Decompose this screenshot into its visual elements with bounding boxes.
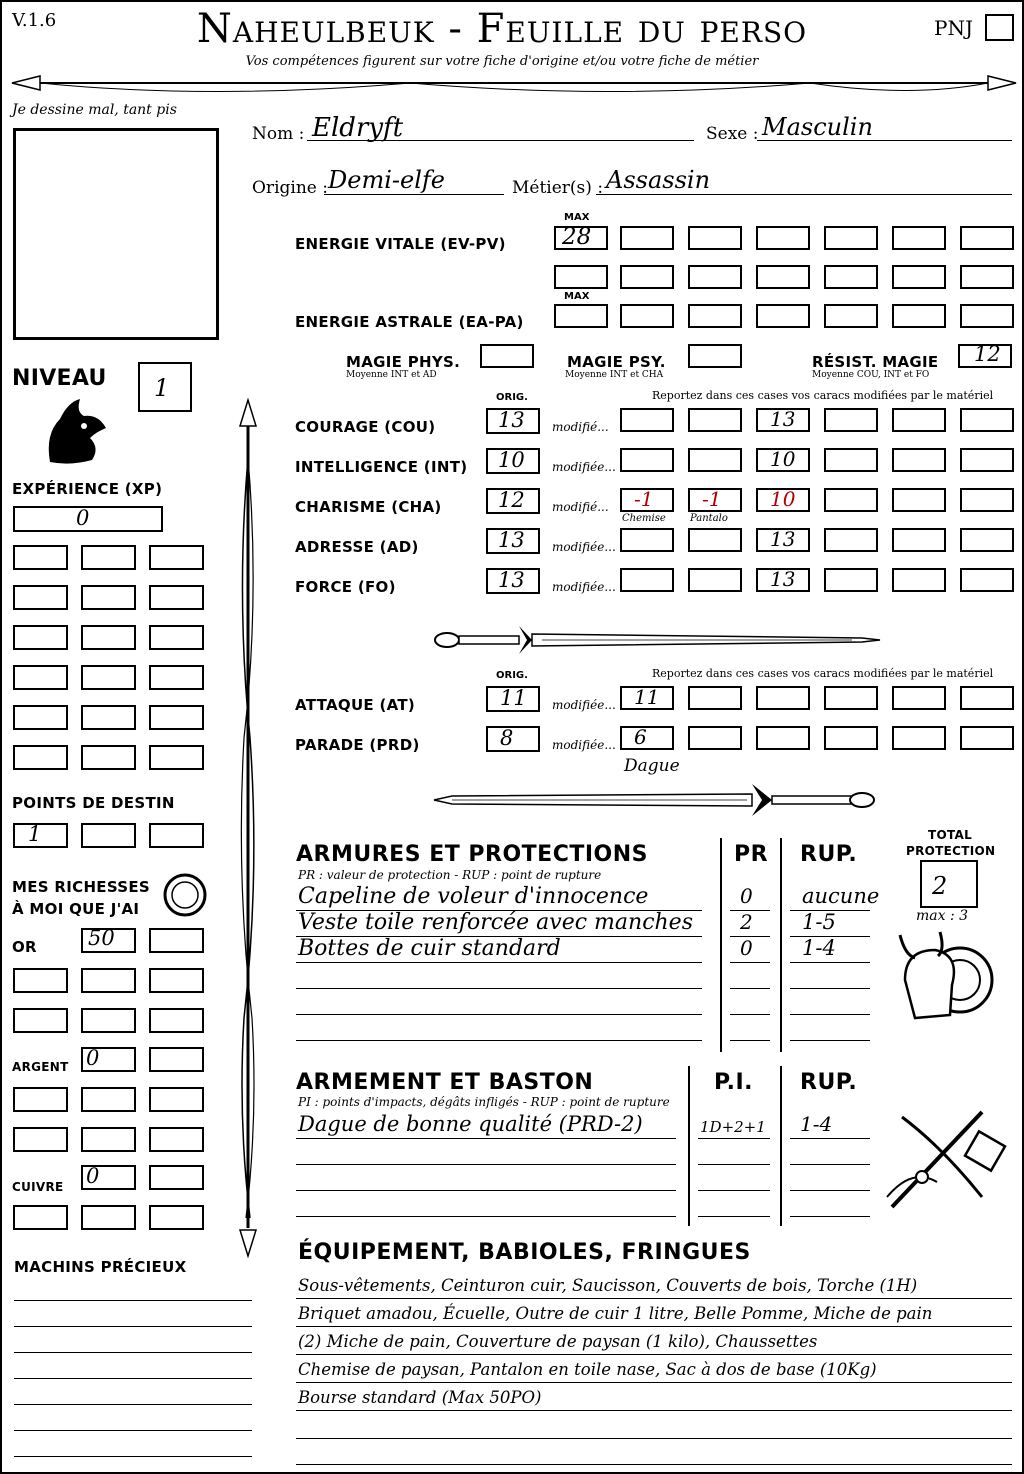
armure-pr-1[interactable]: 2 bbox=[740, 910, 753, 934]
destin-cell-1[interactable] bbox=[81, 823, 136, 848]
armure-name-2[interactable]: Bottes de cuir standard bbox=[298, 936, 561, 961]
combat-cell-0-4[interactable] bbox=[892, 686, 946, 710]
combat-modif-label-1: modifiée... bbox=[552, 738, 616, 752]
stat-cell-value-3-2: 13 bbox=[770, 527, 796, 551]
arme-pi-0[interactable]: 1D+2+1 bbox=[700, 1118, 766, 1136]
weapons-icon bbox=[882, 1097, 1007, 1217]
stat-cell-0-4[interactable] bbox=[892, 408, 946, 432]
or-value: 50 bbox=[88, 926, 115, 950]
money-cell-7[interactable] bbox=[149, 1008, 204, 1033]
pnj-label: PNJ bbox=[934, 16, 973, 40]
ev-label: ENERGIE VITALE (EV-PV) bbox=[295, 235, 506, 253]
energy-cell-r0-c3[interactable] bbox=[824, 226, 878, 250]
armure-pr-0[interactable]: 0 bbox=[740, 884, 753, 908]
nom-field[interactable]: Eldryft bbox=[312, 113, 404, 143]
machins-line-6[interactable] bbox=[14, 1456, 252, 1457]
stat-label-4: FORCE (FO) bbox=[295, 578, 396, 596]
experience-label: EXPÉRIENCE (XP) bbox=[12, 480, 163, 498]
stat-cell-0-5[interactable] bbox=[960, 408, 1014, 432]
money-cell-12[interactable] bbox=[149, 1087, 204, 1112]
equip-text-2[interactable]: (2) Miche de pain, Couverture de paysan (1 kilo), Chaussettes bbox=[298, 1332, 818, 1351]
xp-cell-1-2[interactable] bbox=[149, 585, 204, 610]
stat-cell-1-5[interactable] bbox=[960, 448, 1014, 472]
armures-title: ARMURES ET PROTECTIONS bbox=[296, 842, 648, 867]
energy-cell-r1-c2[interactable] bbox=[756, 265, 810, 289]
stat-cell-value-4-2: 13 bbox=[770, 567, 796, 591]
magie-phys-label: MAGIE PHYS. bbox=[346, 353, 461, 371]
combat-cell-0-1[interactable] bbox=[688, 686, 742, 710]
stat-cell-2-5[interactable] bbox=[960, 488, 1014, 512]
equip-line-6 bbox=[296, 1464, 1012, 1465]
xp-cell-4-2[interactable] bbox=[149, 705, 204, 730]
argent-value: 0 bbox=[86, 1046, 100, 1070]
equip-line-0 bbox=[296, 1298, 1012, 1299]
money-cell-2[interactable] bbox=[13, 968, 68, 993]
xp-cell-4-0[interactable] bbox=[13, 705, 68, 730]
armure-rup-2[interactable]: 1-4 bbox=[802, 936, 836, 960]
combat-orig-value-0: 11 bbox=[500, 686, 527, 710]
equip-text-4[interactable]: Bourse standard (Max 50PO) bbox=[298, 1388, 542, 1407]
xp-cell-3-2[interactable] bbox=[149, 665, 204, 690]
argent-label: ARGENT bbox=[12, 1060, 69, 1074]
money-cell-11[interactable] bbox=[81, 1087, 136, 1112]
stat-orig-value-1: 10 bbox=[498, 448, 525, 472]
energy-cell-r0-c5[interactable] bbox=[960, 226, 1014, 250]
stat-modif-label-0: modifié... bbox=[552, 420, 609, 434]
cuivre-label: CUIVRE bbox=[12, 1180, 64, 1194]
arme-line-pi-2 bbox=[698, 1190, 770, 1191]
xp-cell-1-1[interactable] bbox=[81, 585, 136, 610]
stat-cell-1-4[interactable] bbox=[892, 448, 946, 472]
armure-line-pr-5 bbox=[730, 1040, 770, 1041]
arme-line-name-3 bbox=[296, 1216, 676, 1217]
money-cell-9[interactable] bbox=[149, 1047, 204, 1072]
xp-cell-2-2[interactable] bbox=[149, 625, 204, 650]
stat-cell-3-3[interactable] bbox=[824, 528, 878, 552]
xp-cell-5-1[interactable] bbox=[81, 745, 136, 770]
report-note-combat: Reportez dans ces cases vos caracs modifiées par le matériel bbox=[652, 667, 994, 680]
armure-pr-2[interactable]: 0 bbox=[740, 936, 753, 960]
dragon-icon bbox=[40, 394, 110, 466]
stat-cell-value-0-2: 13 bbox=[770, 407, 796, 431]
stat-cell-value-1-2: 10 bbox=[770, 447, 796, 471]
arme-line-rup-1 bbox=[790, 1164, 870, 1165]
stat-cell-1-3[interactable] bbox=[824, 448, 878, 472]
energy-cell-r1-c5[interactable] bbox=[960, 265, 1014, 289]
arme-line-rup-0 bbox=[790, 1138, 870, 1139]
resist-magie-note: Moyenne COU, INT et FO bbox=[812, 370, 930, 380]
stat-cell-4-0[interactable] bbox=[620, 568, 674, 592]
stat-cell-4-5[interactable] bbox=[960, 568, 1014, 592]
equip-line-3 bbox=[296, 1382, 1012, 1383]
metier-field[interactable]: Assassin bbox=[606, 166, 711, 194]
destin-label: POINTS DE DESTIN bbox=[12, 794, 175, 812]
armure-rup-0[interactable]: aucune bbox=[802, 884, 880, 908]
magie-psy-box[interactable] bbox=[688, 344, 742, 368]
armure-line-rup-4 bbox=[790, 1014, 870, 1015]
xp-cell-0-2[interactable] bbox=[149, 545, 204, 570]
equip-line-2 bbox=[296, 1354, 1012, 1355]
armure-line-name-5 bbox=[296, 1040, 702, 1041]
money-cell-1[interactable] bbox=[149, 928, 204, 953]
machins-line-5[interactable] bbox=[14, 1430, 252, 1431]
stat-label-3: ADRESSE (AD) bbox=[295, 538, 419, 556]
stat-modif-label-1: modifiée... bbox=[552, 460, 616, 474]
energy-cell-r2-c3[interactable] bbox=[824, 304, 878, 328]
money-cell-5[interactable] bbox=[13, 1008, 68, 1033]
magie-phys-box[interactable] bbox=[480, 344, 534, 368]
page-subtitle: Vos compétences figurent sur votre fiche d'origine et/ou votre fiche de métier bbox=[245, 54, 759, 69]
xp-cell-0-0[interactable] bbox=[13, 545, 68, 570]
xp-cell-2-1[interactable] bbox=[81, 625, 136, 650]
magie-phys-note: Moyenne INT et AD bbox=[346, 370, 437, 380]
energy-cell-r2-c4[interactable] bbox=[892, 304, 946, 328]
arme-line-name-0 bbox=[296, 1138, 676, 1139]
xp-cell-4-1[interactable] bbox=[81, 705, 136, 730]
max-note: max : 3 bbox=[916, 908, 969, 924]
combat-cell-1-2[interactable] bbox=[756, 726, 810, 750]
report-note: Reportez dans ces cases vos caracs modifiées par le matériel bbox=[652, 389, 994, 402]
armure-line-pr-3 bbox=[730, 988, 770, 989]
money-cell-15[interactable] bbox=[149, 1127, 204, 1152]
vertical-spear-icon bbox=[230, 398, 266, 1258]
protection-label: PROTECTION bbox=[906, 844, 996, 858]
richesses-label-1: MES RICHESSES bbox=[12, 878, 151, 896]
equip-text-3[interactable]: Chemise de paysan, Pantalon en toile nase, Sac à dos de base (10Kg) bbox=[298, 1360, 877, 1379]
total-label: TOTAL bbox=[928, 828, 973, 842]
energy-cell-r0-c1[interactable] bbox=[688, 226, 742, 250]
armure-name-0[interactable]: Capeline de voleur d'innocence bbox=[298, 884, 649, 909]
xp-cell-5-0[interactable] bbox=[13, 745, 68, 770]
stat-cell-0-3[interactable] bbox=[824, 408, 878, 432]
spear-divider-icon bbox=[10, 68, 1018, 98]
machins-line-4[interactable] bbox=[14, 1404, 252, 1405]
equip-line-1 bbox=[296, 1326, 1012, 1327]
xp-cell-3-1[interactable] bbox=[81, 665, 136, 690]
stat-cell-4-4[interactable] bbox=[892, 568, 946, 592]
sword-icon bbox=[432, 620, 882, 660]
armure-line-pr-4 bbox=[730, 1014, 770, 1015]
pi-header: P.I. bbox=[714, 1070, 753, 1095]
arme-name-0[interactable]: Dague de bonne qualité (PRD-2) bbox=[298, 1112, 643, 1136]
machins-line-0[interactable] bbox=[14, 1300, 252, 1301]
combat-cell-0-5[interactable] bbox=[960, 686, 1014, 710]
orig-label: ORIG. bbox=[496, 392, 528, 403]
cuivre-value: 0 bbox=[86, 1164, 100, 1188]
energy-cell-r0-c2[interactable] bbox=[756, 226, 810, 250]
equip-text-0[interactable]: Sous-vêtements, Ceinturon cuir, Saucisson, Couverts de bois, Torche (1H) bbox=[298, 1276, 918, 1295]
ev-max-value: 28 bbox=[562, 224, 592, 250]
stat-cell-1-0[interactable] bbox=[620, 448, 674, 472]
pr-header: PR bbox=[734, 842, 769, 867]
combat-label-1: PARADE (PRD) bbox=[295, 736, 420, 754]
niveau-value: 1 bbox=[154, 374, 170, 402]
ev-max-label: MAX bbox=[564, 212, 590, 223]
armure-line-rup-3 bbox=[790, 988, 870, 989]
money-cell-4[interactable] bbox=[149, 968, 204, 993]
combat-cell-1-5[interactable] bbox=[960, 726, 1014, 750]
armure-name-1[interactable]: Veste toile renforcée avec manches bbox=[298, 910, 693, 935]
energy-cell-r2-c0[interactable] bbox=[620, 304, 674, 328]
stat-cell-3-1[interactable] bbox=[688, 528, 742, 552]
armement-rup-header: RUP. bbox=[800, 1070, 858, 1095]
stat-orig-value-2: 12 bbox=[498, 488, 525, 512]
stat-cell-value-2-2: 10 bbox=[770, 487, 796, 511]
money-cell-13[interactable] bbox=[13, 1127, 68, 1152]
stat-cell-3-4[interactable] bbox=[892, 528, 946, 552]
ea-max-box[interactable] bbox=[554, 304, 608, 328]
money-cell-14[interactable] bbox=[81, 1127, 136, 1152]
energy-cell-r2-c2[interactable] bbox=[756, 304, 810, 328]
helmet-shield-icon bbox=[890, 930, 1000, 1030]
stat-cell-3-0[interactable] bbox=[620, 528, 674, 552]
total-protection-box[interactable] bbox=[920, 860, 978, 908]
money-cell-17[interactable] bbox=[149, 1165, 204, 1190]
origine-field[interactable]: Demi-elfe bbox=[328, 166, 445, 194]
money-cell-20[interactable] bbox=[149, 1205, 204, 1230]
xp-cell-2-0[interactable] bbox=[13, 625, 68, 650]
equip-text-1[interactable]: Briquet amadou, Écuelle, Outre de cuir 1 litre, Belle Pomme, Miche de pain bbox=[298, 1304, 933, 1323]
ea-label: ENERGIE ASTRALE (EA-PA) bbox=[295, 313, 524, 331]
machins-line-2[interactable] bbox=[14, 1352, 252, 1353]
orig-label-combat: ORIG. bbox=[496, 670, 528, 681]
equip-line-4 bbox=[296, 1410, 1012, 1411]
stat-orig-value-4: 13 bbox=[498, 568, 525, 592]
stat-cell-note-2-1: Pantalo bbox=[690, 513, 728, 524]
resist-magie-label: RÉSIST. MAGIE bbox=[812, 353, 939, 371]
combat-label-0: ATTAQUE (AT) bbox=[295, 696, 416, 714]
arme-line-pi-3 bbox=[698, 1216, 770, 1217]
arme-line-pi-0 bbox=[698, 1138, 770, 1139]
stat-cell-0-0[interactable] bbox=[620, 408, 674, 432]
version-label: V.1.6 bbox=[12, 10, 57, 31]
arme-line-name-1 bbox=[296, 1164, 676, 1165]
energy-cell-r2-c5[interactable] bbox=[960, 304, 1014, 328]
equip-line-5 bbox=[296, 1438, 1012, 1439]
combat-cell-0-3[interactable] bbox=[824, 686, 878, 710]
armure-line-pr-2 bbox=[730, 962, 770, 963]
experience-value: 0 bbox=[76, 506, 90, 530]
stat-cell-0-1[interactable] bbox=[688, 408, 742, 432]
stat-modif-label-2: modifié... bbox=[552, 500, 609, 514]
stat-orig-value-0: 13 bbox=[498, 408, 525, 432]
combat-cell-1-3[interactable] bbox=[824, 726, 878, 750]
machins-label: MACHINS PRÉCIEUX bbox=[14, 1258, 187, 1276]
energy-cell-r0-c0[interactable] bbox=[620, 226, 674, 250]
stat-cell-value-2-0: -1 bbox=[634, 487, 654, 511]
combat-cell-1-1[interactable] bbox=[688, 726, 742, 750]
combat-cell-1-0[interactable] bbox=[620, 726, 674, 750]
sexe-field[interactable]: Masculin bbox=[762, 113, 873, 141]
energy-cell-r1-c4[interactable] bbox=[892, 265, 946, 289]
destin-value: 1 bbox=[28, 822, 42, 846]
arme-line-name-2 bbox=[296, 1190, 676, 1191]
money-cell-10[interactable] bbox=[13, 1087, 68, 1112]
or-label: OR bbox=[12, 938, 37, 956]
rup-header: RUP. bbox=[800, 842, 858, 867]
machins-line-1[interactable] bbox=[14, 1326, 252, 1327]
stat-cell-4-1[interactable] bbox=[688, 568, 742, 592]
stat-cell-2-4[interactable] bbox=[892, 488, 946, 512]
ea-max-label: MAX bbox=[564, 291, 590, 302]
total-protection-value: 2 bbox=[932, 872, 948, 900]
armure-line-name-4 bbox=[296, 1014, 702, 1015]
coin-icon bbox=[162, 872, 208, 918]
stat-cell-note-2-0: Chemise bbox=[622, 513, 666, 524]
resist-magie-value: 12 bbox=[974, 342, 1001, 366]
combat-cell-0-2[interactable] bbox=[756, 686, 810, 710]
combat-orig-value-1: 8 bbox=[500, 726, 514, 750]
machins-line-3[interactable] bbox=[14, 1378, 252, 1379]
money-cell-18[interactable] bbox=[13, 1205, 68, 1230]
destin-cell-2[interactable] bbox=[149, 823, 204, 848]
armure-line-rup-5 bbox=[790, 1040, 870, 1041]
arme-line-rup-3 bbox=[790, 1216, 870, 1217]
portrait-box[interactable] bbox=[13, 128, 219, 340]
magie-psy-label: MAGIE PSY. bbox=[567, 353, 666, 371]
energy-cell-r2-c1[interactable] bbox=[688, 304, 742, 328]
energy-cell-r0-c4[interactable] bbox=[892, 226, 946, 250]
stat-cell-2-3[interactable] bbox=[824, 488, 878, 512]
armement-title: ARMEMENT ET BASTON bbox=[296, 1070, 594, 1095]
metier-label: Métier(s) : bbox=[512, 178, 604, 198]
portrait-caption: Je dessine mal, tant pis bbox=[12, 102, 177, 118]
origine-label: Origine : bbox=[252, 178, 328, 198]
stat-cell-value-2-1: -1 bbox=[702, 487, 722, 511]
pnj-checkbox[interactable] bbox=[985, 14, 1014, 41]
stat-orig-value-3: 13 bbox=[498, 528, 525, 552]
sexe-label: Sexe : bbox=[706, 124, 759, 144]
arme-line-pi-1 bbox=[698, 1164, 770, 1165]
xp-cell-0-1[interactable] bbox=[81, 545, 136, 570]
armures-note: PR : valeur de protection - RUP : point de rupture bbox=[298, 868, 602, 882]
arme-line-rup-2 bbox=[790, 1190, 870, 1191]
armure-line-name-3 bbox=[296, 988, 702, 989]
money-cell-3[interactable] bbox=[81, 968, 136, 993]
xp-cell-5-2[interactable] bbox=[149, 745, 204, 770]
combat-modif-label-0: modifiée... bbox=[552, 698, 616, 712]
magie-psy-note: Moyenne INT et CHA bbox=[565, 370, 664, 380]
stat-label-1: INTELLIGENCE (INT) bbox=[295, 458, 468, 476]
armure-line-rup-2 bbox=[790, 962, 870, 963]
sword-icon-2 bbox=[432, 780, 882, 820]
stat-modif-label-4: modifiée... bbox=[552, 580, 616, 594]
stat-label-0: COURAGE (COU) bbox=[295, 418, 436, 436]
stat-cell-4-3[interactable] bbox=[824, 568, 878, 592]
nom-label: Nom : bbox=[252, 124, 305, 144]
page-title: Naheulbeuk - Feuille du perso bbox=[196, 6, 808, 52]
equipement-title: ÉQUIPEMENT, BABIOLES, FRINGUES bbox=[298, 1240, 751, 1265]
arme-rup-0[interactable]: 1-4 bbox=[800, 1112, 833, 1136]
armement-note: PI : points d'impacts, dégâts infligés - RUP : point de rupture bbox=[298, 1095, 670, 1109]
xp-cell-3-0[interactable] bbox=[13, 665, 68, 690]
combat-cell-1-4[interactable] bbox=[892, 726, 946, 750]
energy-cell-r1-c0[interactable] bbox=[620, 265, 674, 289]
combat-cell-value-1-0: 6 bbox=[634, 725, 647, 749]
xp-cell-1-0[interactable] bbox=[13, 585, 68, 610]
money-cell-6[interactable] bbox=[81, 1008, 136, 1033]
niveau-label: NIVEAU bbox=[12, 366, 107, 391]
energy-cell-r1-c3[interactable] bbox=[824, 265, 878, 289]
combat-note: Dague bbox=[624, 756, 680, 776]
armure-line-name-2 bbox=[296, 962, 702, 963]
stat-label-2: CHARISME (CHA) bbox=[295, 498, 442, 516]
combat-cell-value-0-0: 11 bbox=[634, 685, 660, 709]
stat-modif-label-3: modifiée... bbox=[552, 540, 616, 554]
armure-rup-1[interactable]: 1-5 bbox=[802, 910, 836, 934]
money-cell-19[interactable] bbox=[81, 1205, 136, 1230]
energy-cell-r1-c1[interactable] bbox=[688, 265, 742, 289]
ev-extra-box[interactable] bbox=[554, 265, 608, 289]
stat-cell-3-5[interactable] bbox=[960, 528, 1014, 552]
stat-cell-1-1[interactable] bbox=[688, 448, 742, 472]
richesses-label-2: À MOI QUE J'AI bbox=[12, 900, 140, 918]
